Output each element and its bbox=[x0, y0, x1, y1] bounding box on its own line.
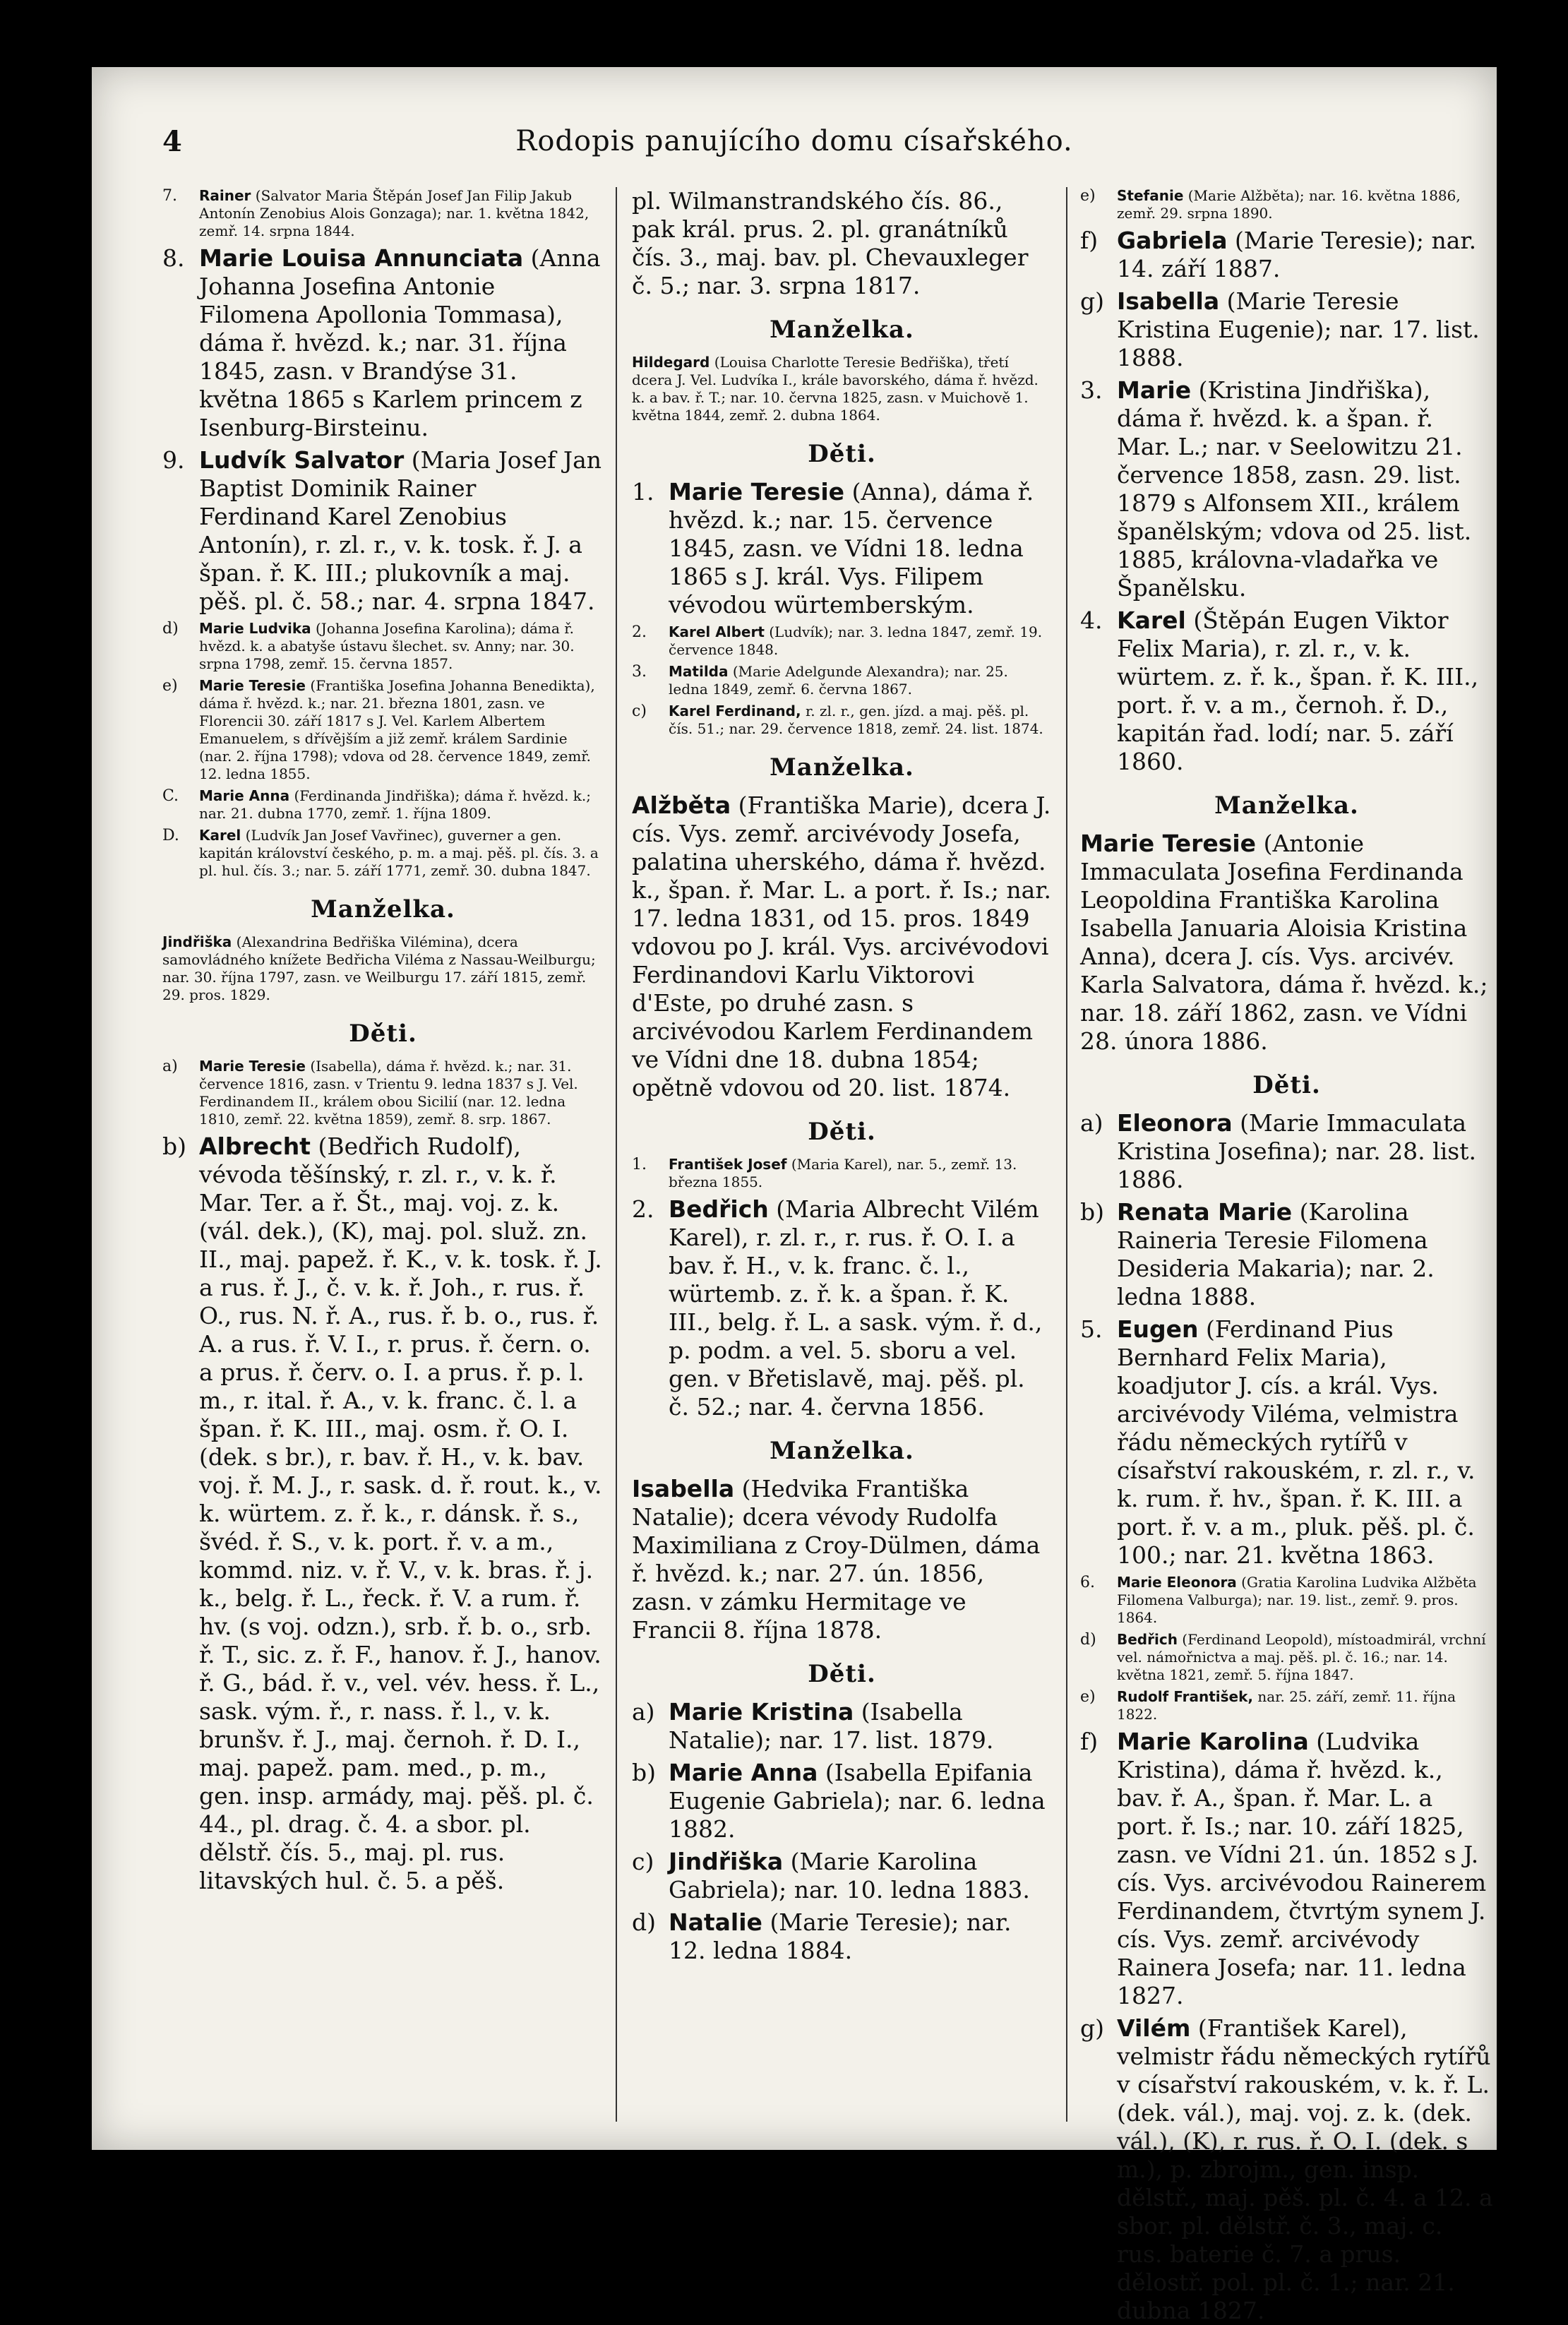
entry-text: (Maria Albrecht Vilém Karel), r. zl. r., r. rus. ř. O. I. a bav. ř. H., v. k. franc. č. l., würtemb. z. ř. k. a špan. ř. K. III., belg. ř. L. a sask. vým. ř. d., p. podm. a vel. 5. sboru a vel. gen. v Břetislavě, maj. pěš. pl. č. 52.; nar. 4. června 1856. bbox=[669, 1195, 1043, 1421]
entry-text: (Salvator Maria Štěpán Josef Jan Filip Jakub Antonín Zenobius Alois Gonzaga); nar. 1. května 1842, zemř. 14. srpna 1844. bbox=[199, 187, 590, 239]
entry-text: (Františka Josefina Johanna Benedikta), dáma ř. hvězd. k.; nar. 21. března 1801, zasn. ve Florencii 30. září 1817 s J. Vel. Karlem Albertem Emanuelem, s dřívějším a již zemř. králem Sardinie (nar. 2. října 1798); vdova od 28. července 1849, zemř. 12. ledna 1855. bbox=[199, 677, 595, 782]
entry-text: (Karolina Raineria Teresie Filomena Desideria Makaria); nar. 2. ledna 1888. bbox=[1117, 1198, 1435, 1310]
spouse-entry: Jindřiška (Alexandrina Bedřiška Vilémina), dcera samovládného knížete Bedřicha Viléma z Nassau-Weilburgu; nar. 30. října 1797, zasn. ve Weilburgu 17. září 1815, zemř. 29. pros. 1829. bbox=[162, 933, 596, 1003]
entry-marker: 1. bbox=[632, 478, 654, 506]
entry-marker: 7. bbox=[162, 187, 177, 205]
entry-text: (Marie Karolina Gabriela); nar. 10. ledna 1883. bbox=[669, 1848, 1030, 1903]
entry-marker: e) bbox=[1080, 187, 1096, 205]
column-divider bbox=[616, 187, 617, 2122]
entry-marker: D. bbox=[162, 827, 179, 844]
entry-marker: a) bbox=[632, 1698, 655, 1726]
entry-name: Marie Louisa Annunciata bbox=[199, 244, 524, 272]
section-heading: Děti. bbox=[808, 440, 876, 468]
entry-text: (Ferdinand Leopold), místoadmirál, vrchní vel. námořnictva a maj. pěš. pl. č. 16.; nar. 14. května 1821, zemř. 5. října 1847. bbox=[1117, 1631, 1486, 1683]
entry-name: Marie Eleonora bbox=[1117, 1574, 1237, 1591]
section-heading: Děti. bbox=[808, 1660, 876, 1688]
genealogy-entry bbox=[632, 1848, 1052, 1904]
entry-marker: 3. bbox=[632, 663, 647, 681]
entry-name: Vilém bbox=[1117, 2014, 1191, 2042]
entry-name: Renata Marie bbox=[1117, 1198, 1293, 1226]
entry-marker: 6. bbox=[1080, 1574, 1095, 1591]
genealogy-entry bbox=[632, 1759, 1052, 1843]
entry-marker: 5. bbox=[1080, 1315, 1103, 1343]
entry-marker: a) bbox=[1080, 1109, 1103, 1137]
entry-name: Jindřiška bbox=[669, 1848, 784, 1875]
entry-name: Marie Ludvika bbox=[199, 620, 311, 637]
genealogy-entry bbox=[162, 827, 604, 880]
genealogy-entry bbox=[1080, 606, 1493, 776]
entry-text: (Kristina Jindřiška), dáma ř. hvězd. k. a špan. ř. Mar. L.; nar. v Seelowitzu 21. července 1858, zasn. 29. list. 1879 s Alfonsem XII., králem španělským; vdova od 25. list. 1885, královna-vladařka ve Španělsku. bbox=[1117, 376, 1472, 602]
genealogy-entry bbox=[632, 1195, 1052, 1421]
genealogy-entry bbox=[1080, 1315, 1493, 1570]
column-3 bbox=[1080, 187, 1493, 2324]
entry-marker: C. bbox=[162, 787, 179, 805]
genealogy-entry bbox=[1080, 1574, 1493, 1627]
entry-name: František Josef bbox=[669, 1156, 787, 1173]
entry-name: Karel bbox=[1117, 606, 1186, 634]
genealogy-entry bbox=[1080, 187, 1493, 222]
entry-text: r. zl. r., gen. jízd. a maj. pěš. pl. čís. 51.; nar. 29. července 1818, zemř. 24. list. 1874. bbox=[669, 703, 1043, 737]
genealogy-entry bbox=[162, 1132, 604, 1895]
column-divider bbox=[1066, 187, 1067, 2122]
entry-text: (Anna Johanna Josefina Antonie Filomena Apollonia Tommasa), dáma ř. hvězd. k.; nar. 31. října 1845, zasn. v Brandýse 31. května 1865 s Karlem princem z Isenburg-Birsteinu. bbox=[199, 244, 601, 441]
entry-text: (František Karel), velmistr řádu německých rytířů v císařství rakouském, v. k. ř. L. (dek. vál.), maj. voj. z. k. (dek. vál.), (K), r. rus. ř. O. I. (dek. s m.), p. zbrojm., gen. insp. dělstř., maj. pěš. pl. č. 4. a 12. a sbor. pl. dělstř. č. 3., maj. c. rus. baterie č. 7. a prus. dělostř. pol. pl. č. 1.; nar. 21. dubna 1827. bbox=[1117, 2014, 1493, 2324]
entry-text: (Ludvík); nar. 3. ledna 1847, zemř. 19. července 1848. bbox=[669, 623, 1043, 658]
section-heading: Děti. bbox=[1252, 1071, 1321, 1099]
entry-name: Marie Kristina bbox=[669, 1698, 854, 1726]
entry-marker: e) bbox=[1080, 1688, 1096, 1706]
continued-text: pl. Wilmanstrandského čís. 86., pak král. prus. 2. pl. granátníků čís. 3., maj. bav. pl. Chevauxleger č. 5.; nar. 3. srpna 1817. bbox=[632, 187, 1029, 299]
genealogy-entry bbox=[1080, 287, 1493, 372]
entry-name: Karel Ferdinand, bbox=[669, 703, 801, 719]
page-header bbox=[92, 125, 1497, 167]
genealogy-entry bbox=[1080, 227, 1493, 283]
spouse-entry: Alžběta (Františka Marie), dcera J. cís. Vys. zemř. arcivévody Josefa, palatina uherského, dáma ř. hvězd. k., špan. ř. Mar. L. a port. ř. Is.; nar. 17. ledna 1831, od 15. pros. 1849 vdovou po J. král. Vys. arcivévodovi Ferdinandovi Karlu Viktorovi d'Este, po druhé zasn. s arcivévodou Karlem Ferdinandem ve Vídni dne 18. dubna 1854; opětně vdovou od 20. list. 1874. bbox=[632, 791, 1051, 1101]
entry-name: Marie Teresie bbox=[669, 478, 845, 506]
genealogy-entry bbox=[632, 1698, 1052, 1755]
genealogy-entry bbox=[1080, 376, 1493, 602]
entry-name: Marie Teresie bbox=[199, 677, 306, 694]
entry-marker: b) bbox=[162, 1132, 186, 1160]
entry-text: (Ludvík Jan Josef Vavřinec), guverner a gen. kapitán království českého, p. m. a maj. pěš. pl. čís. 3. a pl. hul. čís. 3.; nar. 5. září 1771, zemř. 30. dubna 1847. bbox=[199, 827, 599, 879]
entry-text: (Maria Karel), nar. 5., zemř. 13. března 1855. bbox=[669, 1156, 1017, 1190]
column-2 bbox=[632, 187, 1052, 2122]
entry-text: (Ferdinand Pius Bernhard Felix Maria), koadjutor J. cís. a král. Vys. arcivévody Viléma, velmistra řádu německých rytířů v císařství rakouském, r. zl. r., v. k. rum. ř. hv., špan. ř. K. III. a port. ř. v. a m., pluk. pěš. pl. č. 100.; nar. 21. května 1863. bbox=[1117, 1315, 1476, 1569]
entry-text: (Marie Teresie); nar. 14. září 1887. bbox=[1117, 227, 1477, 282]
entry-name: Karel bbox=[199, 827, 241, 844]
entry-text: (Anna), dáma ř. hvězd. k.; nar. 15. července 1845, zasn. ve Vídni 18. ledna 1865 s J. král. Vys. Filipem vévodou würtemberským. bbox=[669, 478, 1034, 618]
entry-marker: 3. bbox=[1080, 376, 1103, 404]
entry-marker: f) bbox=[1080, 1728, 1099, 1755]
section-heading: Manželka. bbox=[1214, 791, 1359, 820]
genealogy-entry bbox=[1080, 1631, 1493, 1684]
genealogy-entry bbox=[162, 187, 604, 240]
entry-name: Bedřich bbox=[669, 1195, 769, 1223]
entry-text: (Marie Alžběta); nar. 16. května 1886, zemř. 29. srpna 1890. bbox=[1117, 187, 1461, 222]
document-page bbox=[92, 67, 1497, 2324]
entry-name: Marie Teresie bbox=[199, 1058, 306, 1075]
section-heading: Děti. bbox=[349, 1020, 417, 1048]
entry-text: (Isabella Natalie); nar. 17. list. 1879. bbox=[669, 1698, 994, 1754]
entry-marker: 2. bbox=[632, 1195, 654, 1223]
entry-name: Marie Anna bbox=[199, 787, 290, 804]
entry-marker: b) bbox=[1080, 1198, 1104, 1226]
entry-marker: c) bbox=[632, 703, 647, 720]
spouse-entry: Isabella (Hedvika Františka Natalie); dcera vévody Rudolfa Maximiliana z Croy-Dülmen, dáma ř. hvězd. k.; nar. 27. ún. 1856, zasn. v zámku Hermitage ve Francii 8. října 1878. bbox=[632, 1475, 1041, 1644]
entry-name: Stefanie bbox=[1117, 187, 1184, 204]
entry-text: (Štěpán Eugen Viktor Felix Maria), r. zl. r., v. k. würtem. z. ř. k., špan. ř. K. III., port. ř. v. a m., černoh. ř. D., kapitán řad. lodí; nar. 5. září 1860. bbox=[1117, 606, 1479, 775]
genealogy-entry bbox=[162, 620, 604, 673]
entry-text: (Marie Adelgunde Alexandra); nar. 25. ledna 1849, zemř. 6. června 1867. bbox=[669, 663, 1008, 698]
genealogy-entry bbox=[632, 623, 1052, 659]
entry-name: Isabella bbox=[1117, 287, 1220, 315]
entry-marker: b) bbox=[632, 1759, 656, 1786]
entry-marker: 8. bbox=[162, 244, 185, 272]
entry-name: Karel Albert bbox=[669, 623, 765, 640]
column-1 bbox=[162, 187, 604, 2122]
entry-name: Albrecht bbox=[199, 1132, 311, 1160]
genealogy-entry bbox=[162, 787, 604, 823]
genealogy-entry bbox=[162, 446, 604, 616]
entry-marker: f) bbox=[1080, 227, 1099, 254]
genealogy-entry bbox=[162, 244, 604, 442]
entry-name: Bedřich bbox=[1117, 1631, 1178, 1648]
entry-text: (Gratia Karolina Ludvika Alžběta Filomena Valburga); nar. 19. list., zemř. 9. pros. 1864. bbox=[1117, 1574, 1477, 1626]
entry-name: Marie Karolina bbox=[1117, 1728, 1309, 1755]
entry-text: (Isabella Epifania Eugenie Gabriela); nar. 6. ledna 1882. bbox=[669, 1759, 1046, 1843]
entry-name: Marie bbox=[1117, 376, 1192, 404]
spouse-entry: Hildegard (Louisa Charlotte Teresie Bedřiška), třetí dcera J. Vel. Ludvíka I., krále bavorského, dáma ř. hvězd. k. a bav. ř. T.; nar. 10. června 1825, zasn. v Muichově 1. května 1844, zemř. 2. dubna 1864. bbox=[632, 354, 1039, 424]
genealogy-entry bbox=[1080, 1728, 1493, 2010]
section-heading: Děti. bbox=[808, 1118, 876, 1146]
section-heading: Manželka. bbox=[770, 753, 914, 782]
genealogy-entry bbox=[632, 663, 1052, 698]
entry-text: (Johanna Josefina Karolina); dáma ř. hvězd. k. a abatyše ústavu šlechet. sv. Anny; nar. 30. srpna 1798, zemř. 15. června 1857. bbox=[199, 620, 575, 672]
entry-marker: 4. bbox=[1080, 606, 1103, 634]
entry-marker: d) bbox=[1080, 1631, 1096, 1649]
entry-name: Rudolf František, bbox=[1117, 1688, 1253, 1705]
section-heading: Manželka. bbox=[770, 316, 914, 344]
genealogy-entry bbox=[1080, 1109, 1493, 1194]
page-title: Rodopis panujícího domu císařského. bbox=[515, 125, 1073, 157]
entry-marker: 2. bbox=[632, 623, 647, 641]
entry-marker: c) bbox=[632, 1848, 654, 1875]
entry-text: (Ferdinanda Jindřiška); dáma ř. hvězd. k.; nar. 21. dubna 1770, zemř. 1. října 1809. bbox=[199, 787, 592, 822]
entry-text: (Marie Immaculata Kristina Josefina); nar. 28. list. 1886. bbox=[1117, 1109, 1476, 1193]
entry-text: nar. 25. září, zemř. 11. října 1822. bbox=[1117, 1688, 1456, 1723]
entry-marker: d) bbox=[162, 620, 179, 638]
spouse-entry: Marie Teresie (Antonie Immaculata Josefina Ferdinanda Leopoldina Františka Karolina Isabella Januaria Aloisia Kristina Anna), dcera J. cís. Vys. arcivév. Karla Salvatora, dáma ř. hvězd. k.; nar. 18. září 1862, zasn. ve Vídni 28. února 1886. bbox=[1080, 830, 1488, 1055]
entry-name: Eleonora bbox=[1117, 1109, 1233, 1137]
entry-marker: g) bbox=[1080, 287, 1104, 315]
genealogy-entry bbox=[632, 478, 1052, 619]
entry-name: Marie Anna bbox=[669, 1759, 818, 1786]
genealogy-entry bbox=[1080, 1688, 1493, 1723]
entry-name: Matilda bbox=[669, 663, 729, 680]
page-number: 4 bbox=[162, 125, 182, 158]
entry-text: (Marie Teresie Kristina Eugenie); nar. 17. list. 1888. bbox=[1117, 287, 1480, 371]
entry-marker: d) bbox=[632, 1908, 656, 1936]
entry-text: (Ludvika Kristina), dáma ř. hvězd. k., bav. ř. A., špan. ř. Mar. L. a port. ř. Is.; nar. 10. září 1825, zasn. ve Vídni 21. ún. 1852 s J. cís. Vys. arcivévodou Rainerem Ferdinandem, čtvrtým synem J. cís. Vys. zemř. arcivévody Rainera Josefa; nar. 11. ledna 1827. bbox=[1117, 1728, 1487, 2009]
entry-marker: 9. bbox=[162, 446, 185, 474]
entry-text: (Isabella), dáma ř. hvězd. k.; nar. 31. července 1816, zasn. v Trientu 9. ledna 1837 s J. Vel. Ferdinandem II., králem obou Sicilií (nar. 12. ledna 1810, zemř. 22. května 1859), zemř. 8. srp. 1867. bbox=[199, 1058, 578, 1128]
genealogy-entry bbox=[162, 677, 604, 783]
entry-marker: e) bbox=[162, 677, 178, 695]
section-heading: Manželka. bbox=[770, 1437, 914, 1465]
entry-name: Eugen bbox=[1117, 1315, 1199, 1343]
entry-name: Rainer bbox=[199, 187, 251, 204]
entry-name: Gabriela bbox=[1117, 227, 1228, 254]
entry-text: (Bedřich Rudolf), vévoda těšínský, r. zl. r., v. k. ř. Mar. Ter. a ř. Št., maj. voj. z. k. (vál. dek.), (K), maj. pol. služ. zn. II., maj. papež. ř. K., v. k. tosk. ř. J. a rus. ř. J., č. v. k. ř. Joh., r. rus. ř. O., rus. N. ř. A., rus. ř. b. o., rus. ř. A. a rus. ř. V. I., r. prus. ř. čern. o. a prus. ř. červ. o. I. a prus. ř. p. l. m., r. ital. ř. A., v. k. franc. č. l. a špan. ř. K. III., maj. osm. ř. O. I. (dek. s br.), r. bav. ř. H., v. k. bav. voj. ř. M. J., r. sask. d. ř. rout. k., v. k. würtem. z. ř. k., r. dánsk. ř. s., švéd. ř. S., v. k. port. ř. v. a m., kommd. niz. v. ř. V., v. k. bras. ř. j. k., belg. ř. L., řeck. ř. V. a rum. ř. hv. (s voj. odzn.), srb. ř. b. o., srb. ř. T., sic. z. ř. F., hanov. ř. J., hanov. ř. G., bád. ř. v., vel. vév. hess. ř. L., sask. vým. ř., r. nass. ř. l., v. k. brunšv. ř. J., maj. černoh. ř. D. I., maj. papež. pam. med., p. m., gen. insp. armády, maj. pěš. pl. č. 44., pl. drag. č. 4. a sbor. pl. dělstř. čís. 5., maj. pl. rus. litavských hul. č. 5. a pěš. bbox=[199, 1132, 602, 1894]
section-heading: Manželka. bbox=[311, 895, 455, 924]
genealogy-entry bbox=[1080, 2014, 1493, 2325]
entry-text: (Maria Josef Jan Baptist Dominik Rainer Ferdinand Karel Zenobius Antonín), r. zl. r., v. k. tosk. ř. J. a špan. ř. K. III.; plukovník a maj. pěš. pl. č. 58.; nar. 4. srpna 1847. bbox=[199, 446, 602, 615]
genealogy-entry bbox=[162, 1058, 604, 1128]
genealogy-entry bbox=[632, 703, 1052, 738]
entry-marker: a) bbox=[162, 1058, 178, 1075]
entry-text: (Marie Teresie); nar. 12. ledna 1884. bbox=[669, 1908, 1012, 1964]
entry-name: Ludvík Salvator bbox=[199, 446, 405, 474]
genealogy-entry bbox=[632, 1908, 1052, 1965]
genealogy-entry bbox=[1080, 1198, 1493, 1311]
entry-marker: g) bbox=[1080, 2014, 1104, 2042]
genealogy-entry bbox=[632, 1156, 1052, 1191]
entry-marker: 1. bbox=[632, 1156, 647, 1173]
entry-name: Natalie bbox=[669, 1908, 762, 1936]
